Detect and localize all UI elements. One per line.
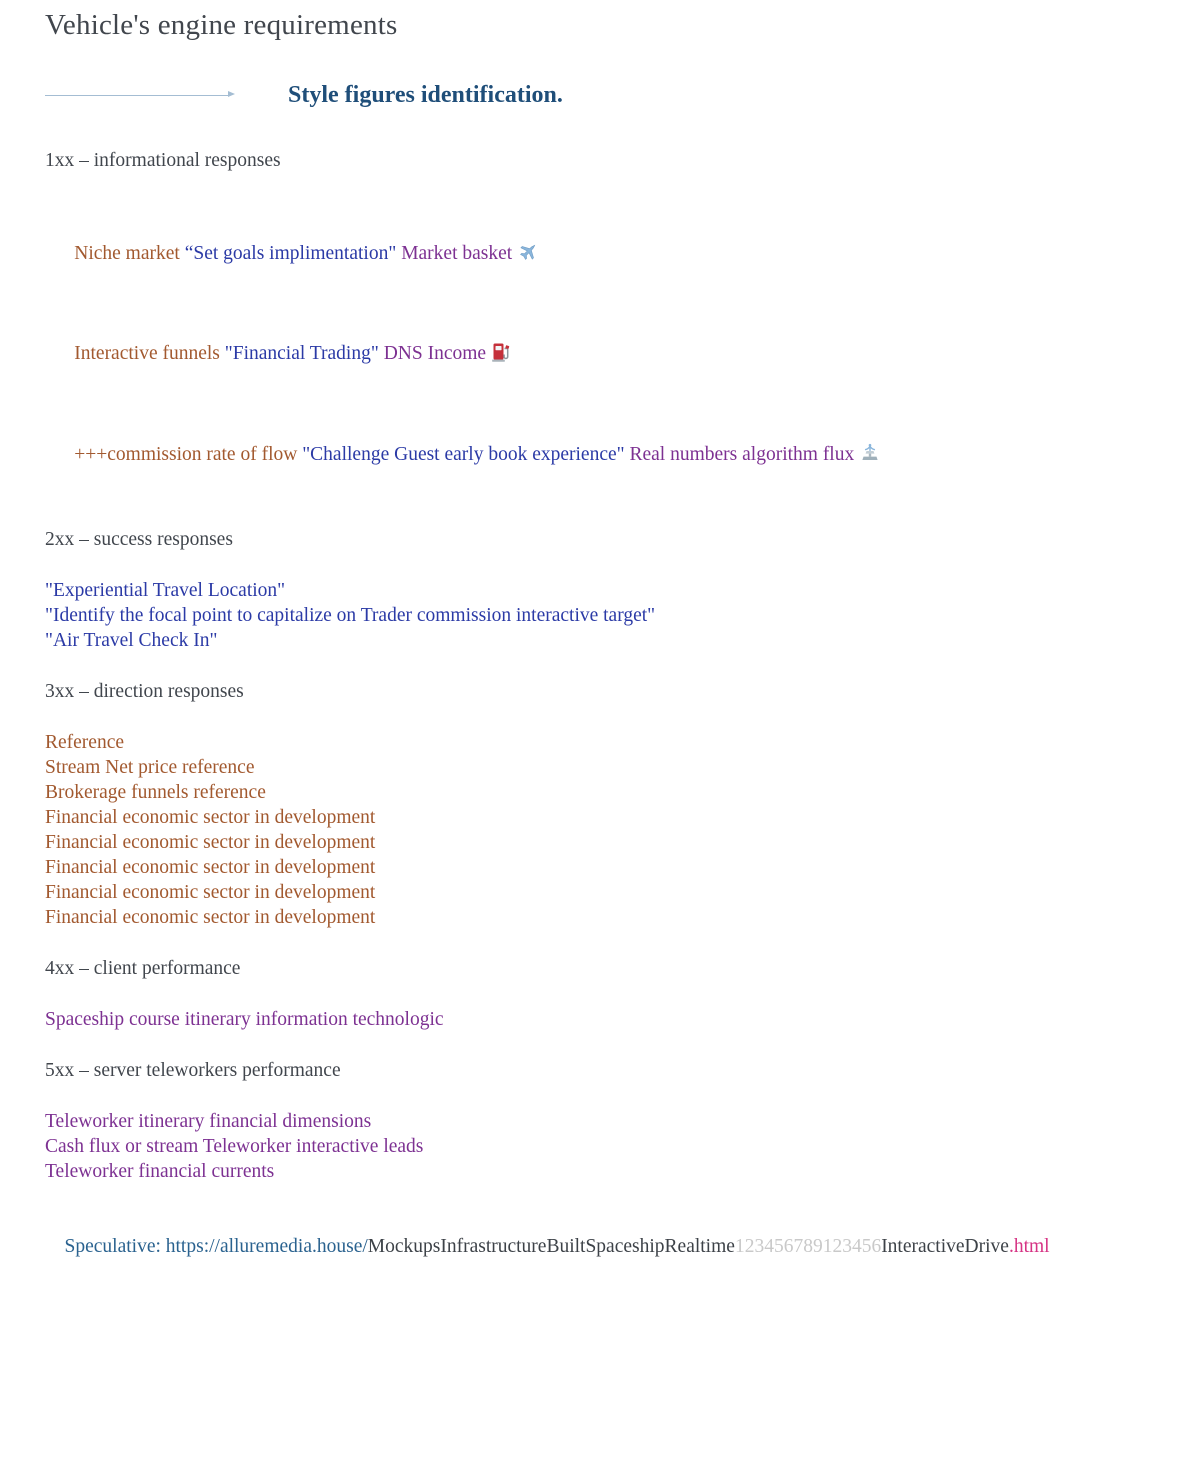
section-heading-3xx: 3xx – direction responses	[45, 680, 244, 702]
text-segment: Market basket	[401, 242, 518, 264]
section-3xx-lines	[45, 730, 1160, 930]
status-line: Teleworker itinerary financial dimensions	[45, 1110, 372, 1132]
text-segment: "Challenge Guest early book experience"	[302, 443, 630, 465]
status-line: Spaceship course itinerary information technologic	[45, 1008, 444, 1030]
status-line: Financial economic sector in development	[45, 831, 376, 853]
text-segment: DNS Income	[383, 343, 491, 364]
status-line: Reference	[45, 731, 125, 753]
status-line: "Experiential Travel Location"	[45, 579, 286, 601]
speculative-url-line	[45, 1209, 1160, 1284]
section-2xx-lines	[45, 578, 1160, 653]
status-line: Financial economic sector in development	[45, 806, 376, 828]
status-line: Stream Net price reference	[45, 756, 255, 778]
text-segment: Niche market	[74, 242, 185, 264]
text-segment: Interactive funnels	[74, 343, 225, 364]
status-line: "Identify the focal point to capitalize on Trader commission interactive target"	[45, 604, 656, 626]
status-line: Teleworker financial currents	[45, 1160, 275, 1182]
status-line: Financial economic sector in development	[45, 881, 376, 903]
section-heading-1xx: 1xx – informational responses	[45, 150, 281, 171]
text-segment: Real numbers algorithm flux	[629, 443, 860, 465]
subtitle-row	[45, 80, 1160, 110]
url-path-segment: InteractiveDrive	[881, 1235, 1009, 1257]
text-segment: “Set goals implimentation"	[184, 242, 402, 264]
status-line	[45, 404, 1160, 505]
airplane-emoji	[517, 241, 539, 263]
status-line: Financial economic sector in development	[45, 856, 376, 878]
section-5xx-lines	[45, 1109, 1160, 1184]
arrow-line-icon	[45, 95, 228, 96]
section-4xx-lines	[45, 1007, 1160, 1032]
url-digits-segment: 123456789123456	[734, 1235, 882, 1257]
page-subtitle: Style figures identification.	[288, 82, 563, 108]
speculative-label: Speculative:	[64, 1235, 166, 1257]
url-extension-segment: .html	[1008, 1235, 1050, 1257]
text-segment: +++commission rate of flow	[74, 443, 303, 465]
status-line	[45, 203, 1160, 304]
section-heading-4xx: 4xx – client performance	[45, 957, 241, 979]
status-line: "Air Travel Check In"	[45, 629, 218, 651]
url-path-segment: MockupsInfrastructureBuiltSpaceshipRealtime	[367, 1235, 735, 1257]
section-heading-5xx: 5xx – server teleworkers performance	[45, 1059, 341, 1081]
section-heading-2xx: 2xx – success responses	[45, 528, 233, 550]
status-line	[45, 304, 1160, 405]
status-line: Brokerage funnels reference	[45, 781, 266, 803]
fuel-pump-emoji	[491, 341, 511, 363]
url-link[interactable]: https://alluremedia.house/	[165, 1235, 368, 1257]
section-1xx-lines	[45, 203, 1160, 505]
page-title: Vehicle's engine requirements	[45, 9, 398, 41]
status-line: Financial economic sector in development	[45, 906, 376, 928]
status-line: Cash flux or stream Teleworker interactive leads	[45, 1135, 424, 1157]
text-segment: "Financial Trading"	[224, 343, 384, 364]
fountain-emoji	[859, 442, 881, 464]
